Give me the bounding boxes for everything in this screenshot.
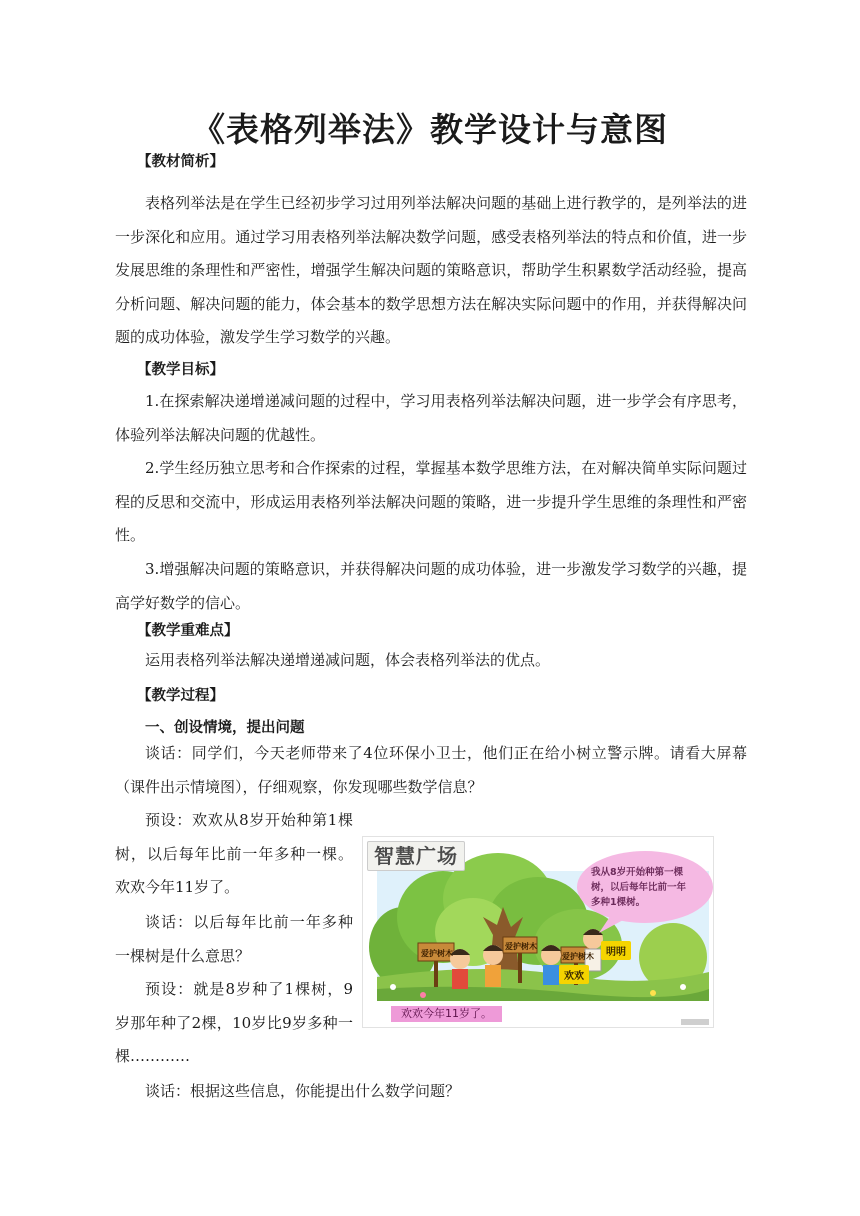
goal-item-1: 1.在探索解决递增递减问题的过程中，学习用表格列举法解决问题，进一步学会有序思考，体验列举法解决问题的优越性。	[115, 392, 747, 444]
page-title: 《表格列举法》教学设计与意图	[192, 110, 668, 149]
analysis-paragraph: 表格列举法是在学生已经初步学习过用列举法解决问题的基础上进行教学的，是列举法的进一步深化和应用。通过学习用表格列举法解决数学问题，感受表格列举法的特点和价值，进一步发展思维的条理性和严密性，增强学生解决问题的策略意识，帮助学生积累数学活动经验，提高分析问题、解决问题的能力，体会基本的数学思想方法在解决实际问题中的作用，并获得解决问题的成功体验，激发学生学习数学的兴趣。	[115, 194, 747, 346]
talk-paragraph-2: 谈话：以后每年比前一年多种一棵树是什么意思？	[115, 913, 353, 965]
sign-middle-label: 爱护树木	[505, 942, 537, 951]
section-heading-key-points: 【教学重难点】	[137, 623, 239, 639]
goal-item-3: 3.增强解决问题的策略意识，并获得解决问题的成功体验，进一步激发学习数学的兴趣，提高学好数学的信心。	[115, 560, 747, 612]
name-tag-mingming: 明明	[601, 941, 631, 960]
key-points-paragraph: 运用表格列举法解决递增递减问题，体会表格列举法的优点。	[145, 651, 551, 669]
step1-heading: 一、创设情境，提出问题	[145, 720, 305, 736]
section-heading-goals: 【教学目标】	[137, 362, 224, 378]
scene-illustration	[362, 836, 714, 1028]
name-tag-huanhuan: 欢欢	[559, 965, 589, 984]
speech-bubble-text: 我从8岁开始种第一棵树，以后每年比前一年多种1棵树。	[591, 867, 687, 908]
panel-title: 智慧广场	[367, 841, 465, 871]
sign-right-label: 爱护树木	[562, 952, 594, 961]
goal-item-2: 2.学生经历独立思考和合作探索的过程，掌握基本数学思维方法，在对解决简单实际问题过程的反思和交流中，形成运用表格列举法解决问题的策略，进一步提升学生思维的条理性和严密性。	[115, 459, 747, 544]
preset-paragraph-2: 预设：就是8岁种了1棵树，9岁那年种了2棵，10岁比9岁多种一棵…………	[115, 980, 353, 1065]
section-heading-analysis: 【教材简析】	[137, 154, 224, 170]
sign-left-label: 爱护树木	[421, 949, 453, 958]
talk-paragraph-1: 谈话：同学们，今天老师带来了4位环保小卫士，他们正在给小树立警示牌。请看大屏幕（课件出示情境图），仔细观察，你发现哪些数学信息？	[115, 744, 747, 796]
section-heading-process: 【教学过程】	[137, 688, 224, 704]
preset-paragraph-1: 预设：欢欢从8岁开始种第1棵树，以后每年比前一年多种一棵。欢欢今年11岁了。	[115, 811, 353, 896]
scene-caption: 欢欢今年11岁了。	[391, 1006, 502, 1022]
talk-paragraph-3: 谈话：根据这些信息，你能提出什么数学问题？	[145, 1082, 461, 1100]
